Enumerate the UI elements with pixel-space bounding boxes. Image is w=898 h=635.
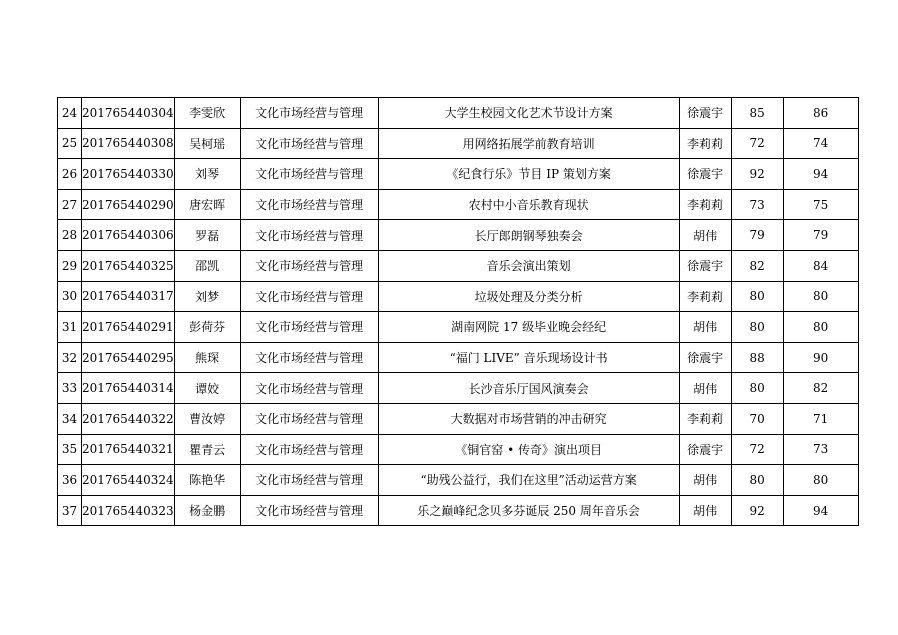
row-number-cell: 28	[58, 220, 82, 251]
score-1-cell: 85	[731, 98, 783, 129]
major-cell: 文化市场经营与管理	[240, 434, 378, 465]
table-row	[58, 220, 859, 251]
table-row	[58, 128, 859, 159]
student-name-cell: 熊琛	[174, 342, 240, 373]
advisor-cell: 胡伟	[679, 220, 731, 251]
score-1-cell: 80	[731, 281, 783, 312]
table-row	[58, 495, 859, 526]
thesis-topic-cell: 湖南网院 17 级毕业晚会经纪	[378, 312, 679, 343]
student-name-cell: 刘琴	[174, 159, 240, 190]
student-id-cell: 201765440295	[82, 342, 175, 373]
major-cell: 文化市场经营与管理	[240, 312, 378, 343]
major-cell: 文化市场经营与管理	[240, 189, 378, 220]
grade-table	[57, 97, 859, 526]
thesis-topic-cell: 用网络拓展学前教育培训	[378, 128, 679, 159]
thesis-topic-cell: 音乐会演出策划	[378, 250, 679, 281]
row-number-cell: 36	[58, 465, 82, 496]
student-id-cell: 201765440304	[82, 98, 175, 129]
row-number-cell: 37	[58, 495, 82, 526]
score-1-cell: 70	[731, 403, 783, 434]
student-name-cell: 唐宏晖	[174, 189, 240, 220]
major-cell: 文化市场经营与管理	[240, 98, 378, 129]
table-row	[58, 250, 859, 281]
student-name-cell: 曹汝婷	[174, 403, 240, 434]
advisor-cell: 李莉莉	[679, 403, 731, 434]
score-2-cell: 79	[783, 220, 858, 251]
thesis-topic-cell: 农村中小音乐教育现状	[378, 189, 679, 220]
table-row	[58, 312, 859, 343]
thesis-topic-cell: 《纪食行乐》节目 IP 策划方案	[378, 159, 679, 190]
table-body	[58, 98, 859, 526]
student-id-cell: 201765440330	[82, 159, 175, 190]
student-name-cell: 吴柯瑶	[174, 128, 240, 159]
score-2-cell: 74	[783, 128, 858, 159]
advisor-cell: 李莉莉	[679, 281, 731, 312]
table-row	[58, 434, 859, 465]
table-row	[58, 403, 859, 434]
score-2-cell: 82	[783, 373, 858, 404]
row-number-cell: 26	[58, 159, 82, 190]
row-number-cell: 34	[58, 403, 82, 434]
advisor-cell: 徐震宇	[679, 159, 731, 190]
thesis-topic-cell: 垃圾处理及分类分析	[378, 281, 679, 312]
row-number-cell: 29	[58, 250, 82, 281]
student-id-cell: 201765440308	[82, 128, 175, 159]
student-id-cell: 201765440324	[82, 465, 175, 496]
thesis-topic-cell: 《铜官窑 • 传奇》演出项目	[378, 434, 679, 465]
student-id-cell: 201765440321	[82, 434, 175, 465]
thesis-topic-cell: 乐之巅峰纪念贝多芬诞辰 250 周年音乐会	[378, 495, 679, 526]
score-1-cell: 72	[731, 128, 783, 159]
score-1-cell: 73	[731, 189, 783, 220]
student-id-cell: 201765440323	[82, 495, 175, 526]
table-row	[58, 342, 859, 373]
thesis-topic-cell: 大学生校园文化艺术节设计方案	[378, 98, 679, 129]
major-cell: 文化市场经营与管理	[240, 403, 378, 434]
major-cell: 文化市场经营与管理	[240, 465, 378, 496]
score-2-cell: 71	[783, 403, 858, 434]
student-name-cell: 谭姣	[174, 373, 240, 404]
advisor-cell: 徐震宇	[679, 434, 731, 465]
row-number-cell: 30	[58, 281, 82, 312]
student-name-cell: 陈艳华	[174, 465, 240, 496]
student-name-cell: 李雯欣	[174, 98, 240, 129]
major-cell: 文化市场经营与管理	[240, 159, 378, 190]
student-id-cell: 201765440291	[82, 312, 175, 343]
score-1-cell: 92	[731, 159, 783, 190]
student-name-cell: 邵凯	[174, 250, 240, 281]
score-1-cell: 80	[731, 312, 783, 343]
row-number-cell: 31	[58, 312, 82, 343]
score-2-cell: 84	[783, 250, 858, 281]
score-2-cell: 86	[783, 98, 858, 129]
score-2-cell: 94	[783, 495, 858, 526]
score-1-cell: 79	[731, 220, 783, 251]
advisor-cell: 胡伟	[679, 373, 731, 404]
table-row	[58, 373, 859, 404]
advisor-cell: 李莉莉	[679, 128, 731, 159]
advisor-cell: 胡伟	[679, 465, 731, 496]
row-number-cell: 32	[58, 342, 82, 373]
score-1-cell: 82	[731, 250, 783, 281]
score-2-cell: 80	[783, 281, 858, 312]
student-name-cell: 杨金鹏	[174, 495, 240, 526]
major-cell: 文化市场经营与管理	[240, 281, 378, 312]
score-1-cell: 88	[731, 342, 783, 373]
student-name-cell: 刘梦	[174, 281, 240, 312]
major-cell: 文化市场经营与管理	[240, 220, 378, 251]
student-id-cell: 201765440322	[82, 403, 175, 434]
student-id-cell: 201765440314	[82, 373, 175, 404]
advisor-cell: 徐震宇	[679, 250, 731, 281]
advisor-cell: 李莉莉	[679, 189, 731, 220]
thesis-topic-cell: 长厅郎朗钢琴独奏会	[378, 220, 679, 251]
major-cell: 文化市场经营与管理	[240, 373, 378, 404]
student-name-cell: 瞿青云	[174, 434, 240, 465]
row-number-cell: 27	[58, 189, 82, 220]
advisor-cell: 徐震宇	[679, 98, 731, 129]
thesis-topic-cell: “福门 LIVE” 音乐现场设计书	[378, 342, 679, 373]
student-name-cell: 罗磊	[174, 220, 240, 251]
score-1-cell: 80	[731, 373, 783, 404]
score-1-cell: 72	[731, 434, 783, 465]
thesis-topic-cell: “助残公益行，我们在这里”活动运营方案	[378, 465, 679, 496]
student-id-cell: 201765440290	[82, 189, 175, 220]
table-row	[58, 159, 859, 190]
row-number-cell: 33	[58, 373, 82, 404]
major-cell: 文化市场经营与管理	[240, 128, 378, 159]
score-1-cell: 80	[731, 465, 783, 496]
student-id-cell: 201765440325	[82, 250, 175, 281]
advisor-cell: 胡伟	[679, 312, 731, 343]
major-cell: 文化市场经营与管理	[240, 250, 378, 281]
student-id-cell: 201765440317	[82, 281, 175, 312]
score-2-cell: 75	[783, 189, 858, 220]
score-1-cell: 92	[731, 495, 783, 526]
table-row	[58, 465, 859, 496]
row-number-cell: 35	[58, 434, 82, 465]
thesis-topic-cell: 长沙音乐厅国风演奏会	[378, 373, 679, 404]
score-2-cell: 94	[783, 159, 858, 190]
major-cell: 文化市场经营与管理	[240, 342, 378, 373]
major-cell: 文化市场经营与管理	[240, 495, 378, 526]
student-id-cell: 201765440306	[82, 220, 175, 251]
score-2-cell: 90	[783, 342, 858, 373]
thesis-topic-cell: 大数据对市场营销的冲击研究	[378, 403, 679, 434]
advisor-cell: 徐震宇	[679, 342, 731, 373]
table-row	[58, 281, 859, 312]
table-row	[58, 189, 859, 220]
advisor-cell: 胡伟	[679, 495, 731, 526]
row-number-cell: 24	[58, 98, 82, 129]
table-row	[58, 98, 859, 129]
score-2-cell: 80	[783, 312, 858, 343]
score-2-cell: 80	[783, 465, 858, 496]
row-number-cell: 25	[58, 128, 82, 159]
student-name-cell: 彭荷芬	[174, 312, 240, 343]
score-2-cell: 73	[783, 434, 858, 465]
